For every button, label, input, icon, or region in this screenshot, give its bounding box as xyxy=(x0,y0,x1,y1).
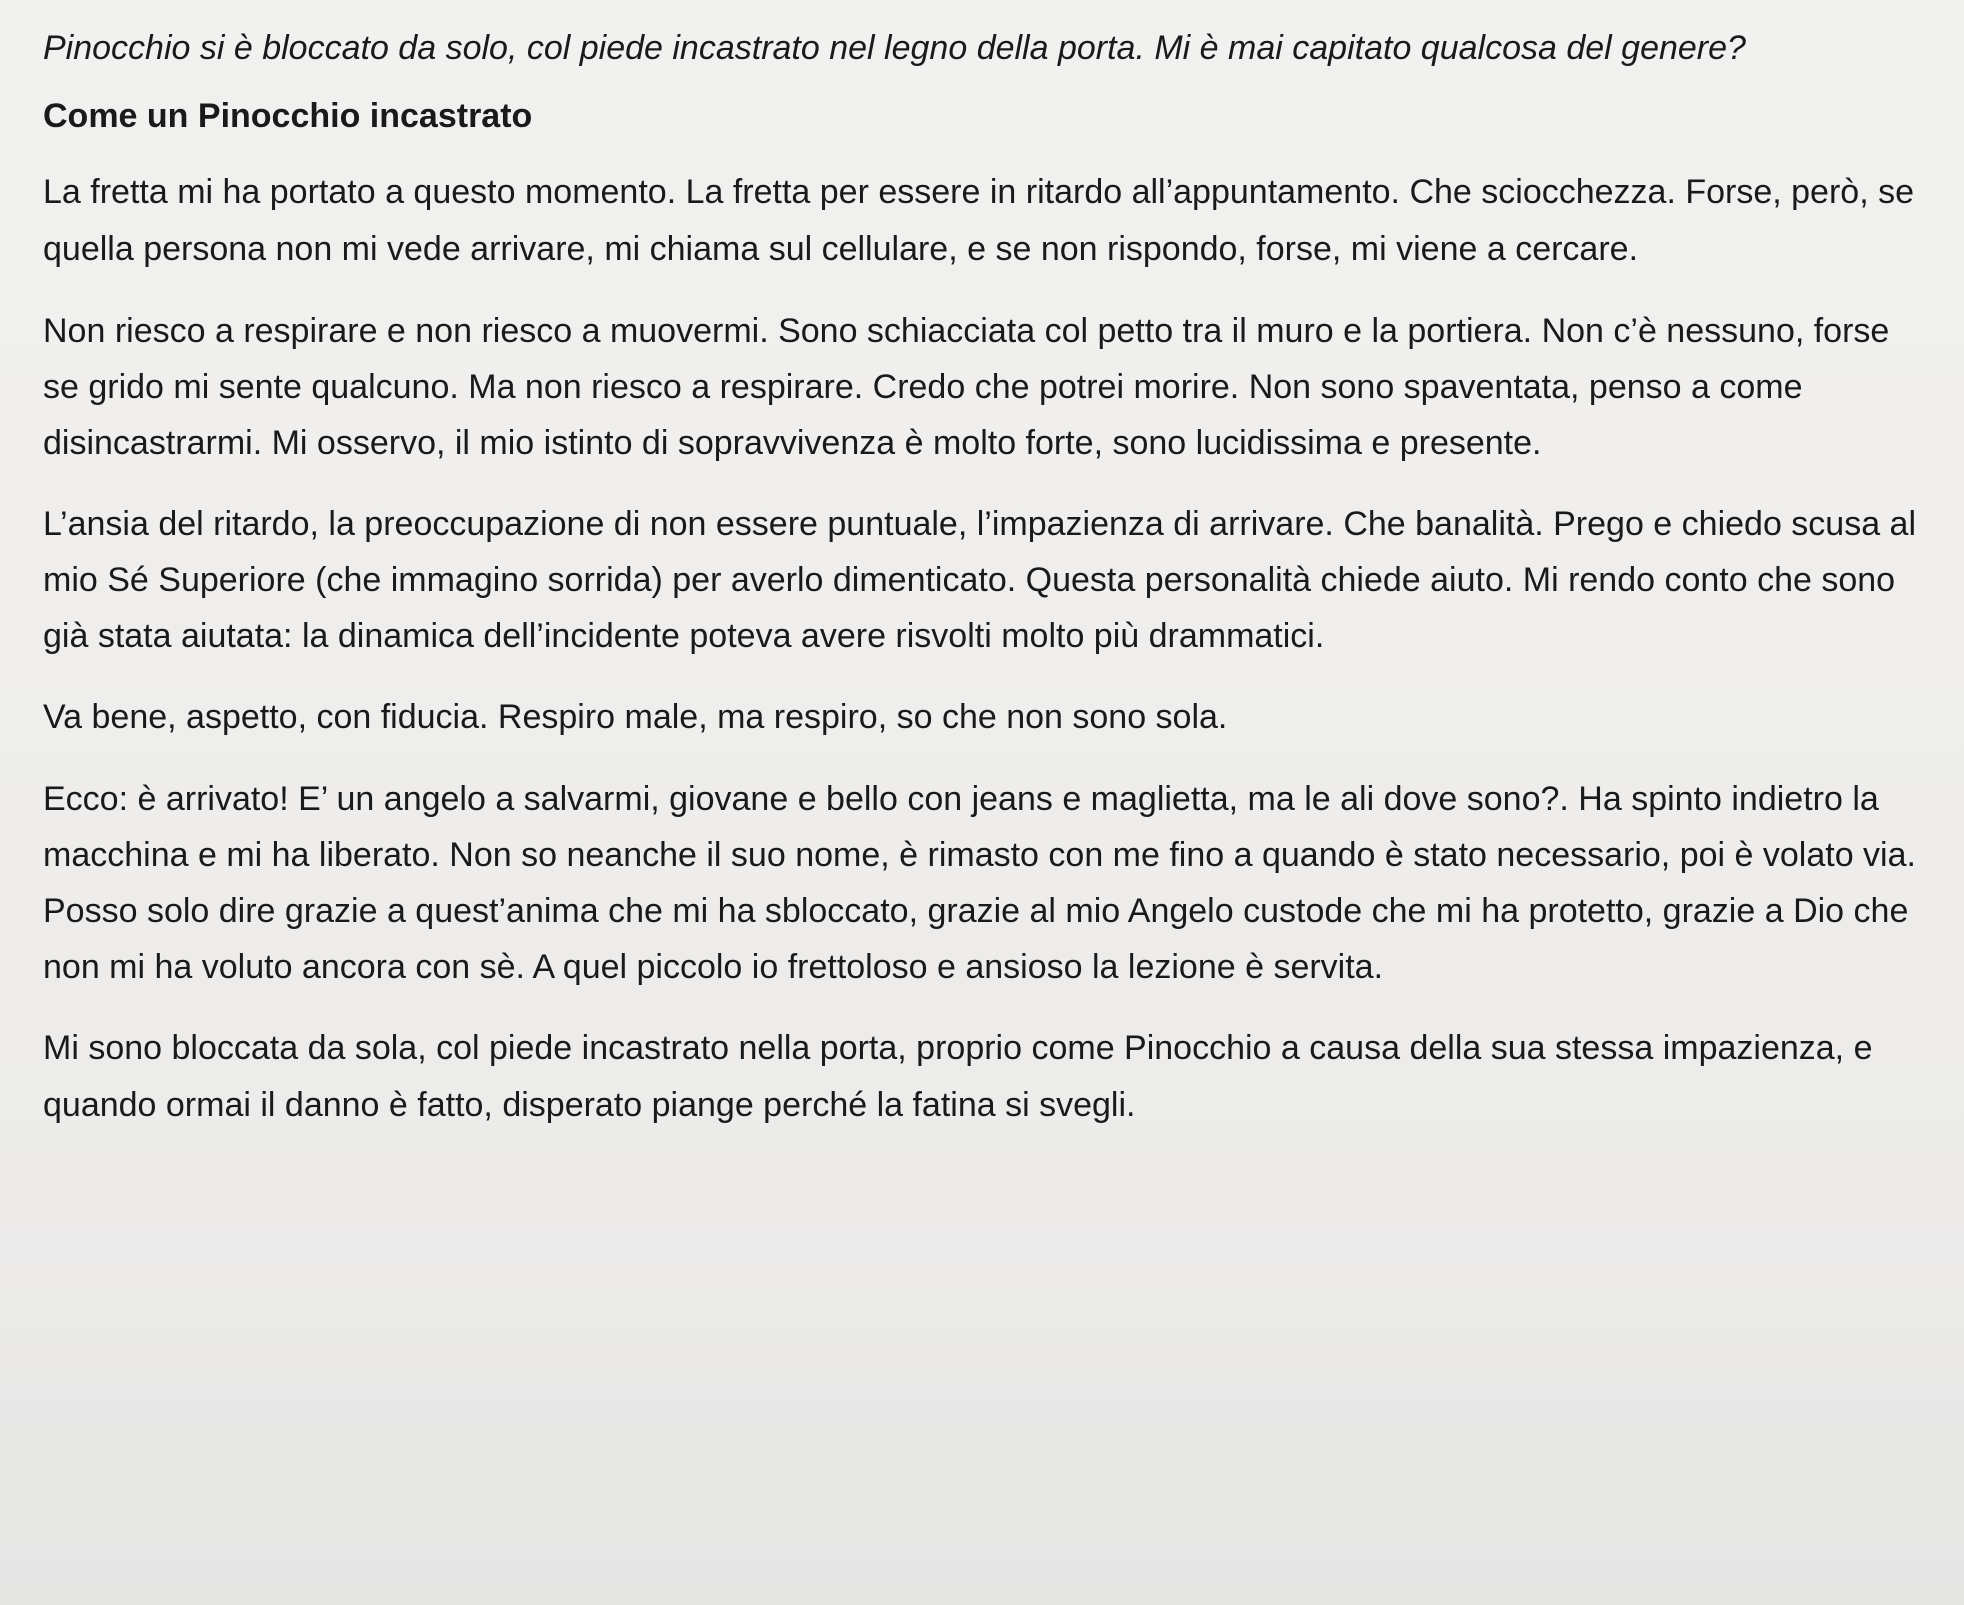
paragraph-1: La fretta mi ha portato a questo momento. La fretta per essere in ritardo all’appuntamento. Che sciocchezza. Forse, però, se quella persona non mi vede arrivare, mi chiama sul cellulare, e se non rispondo, forse, mi viene a cercare. xyxy=(43,173,1914,268)
paragraph-2: Non riesco a respirare e non riesco a muovermi. Sono schiacciata col petto tra il muro e la portiera. Non c’è nessuno, forse se grido mi sente qualcuno. Ma non riesco a respirare. Credo che potrei morire. Non sono spaventata, penso a come disincastrarmi. Mi osservo, il mio istinto di sopravvivenza è molto forte, sono lucidissima e presente. xyxy=(43,312,1890,462)
paragraph-5: Ecco: è arrivato! E’ un angelo a salvarmi, giovane e bello con jeans e maglietta, ma le ali dove sono?. Ha spinto indietro la macchina e mi ha liberato. Non so neanche il suo nome, è rimasto con me fino a quando è stato necessario, poi è volato via. Posso solo dire grazie a quest’anima che mi ha sbloccato, grazie al mio Angelo custode che mi ha protetto, grazie a Dio che non mi ha voluto ancora con sè. A quel piccolo io frettoloso e ansioso la lezione è servita. xyxy=(43,780,1916,986)
document-title: Come un Pinocchio incastrato xyxy=(43,97,533,135)
paragraph-4: Va bene, aspetto, con fiducia. Respiro male, ma respiro, so che non sono sola. xyxy=(43,698,1228,736)
paragraph-3: L’ansia del ritardo, la preoccupazione di non essere puntuale, l’impazienza di arrivare. Che banalità. Prego e chiedo scusa al mio Sé Superiore (che immagino sorrida) per averlo dimenticato. Questa personalità chiede aiuto. Mi rendo conto che sono già stata aiutata: la dinamica dell’incidente poteva avere risvolti molto più drammatici. xyxy=(43,505,1917,655)
paragraph-6: Mi sono bloccata da sola, col piede incastrato nella porta, proprio come Pinocchio a causa della sua stessa impazienza, e quando ormai il danno è fatto, disperato piange perché la fatina si svegli. xyxy=(43,1029,1873,1124)
intro-question: Pinocchio si è bloccato da solo, col piede incastrato nel legno della porta. Mi è mai capitato qualcosa del genere? xyxy=(43,29,1746,67)
